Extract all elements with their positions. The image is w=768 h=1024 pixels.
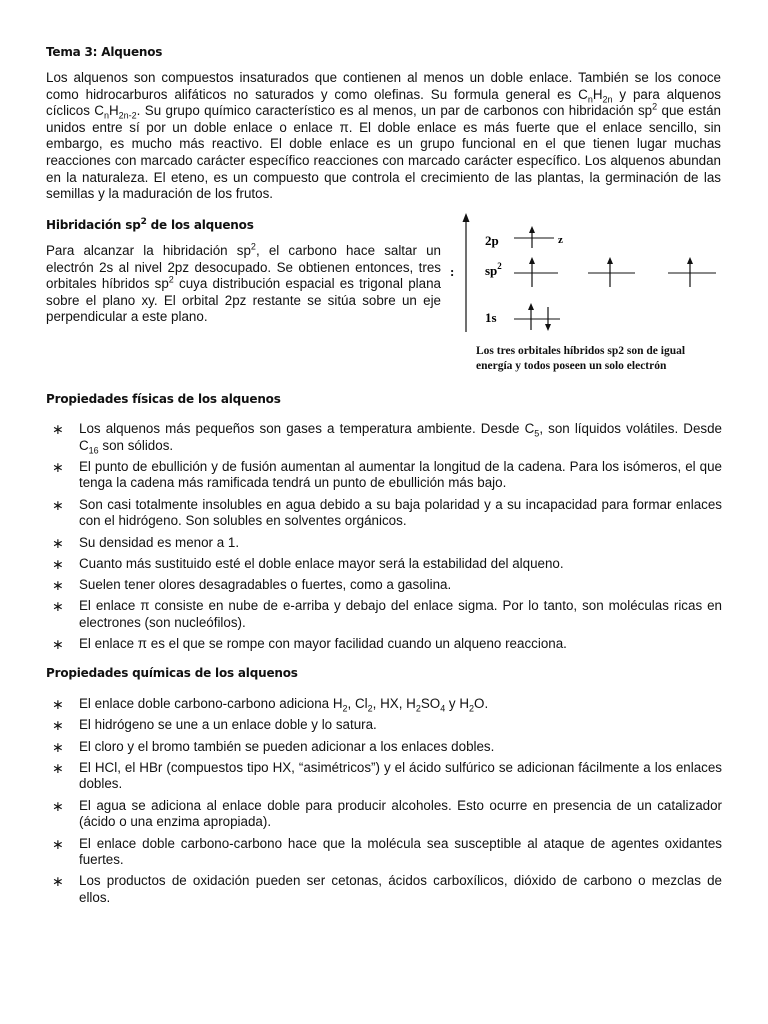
bullet-icon: ∗ <box>52 496 64 513</box>
label-sp2: $sp^2$ <box>485 261 502 278</box>
electron-sp2-1-arrowhead <box>529 257 535 264</box>
list-item: ∗ El hidrógeno se une a un enlace doble y lo satura. <box>52 717 377 734</box>
list-item: ∗ Son casi totalmente insolubles en agua debido a su baja polaridad y a su incapacidad para formar enlaces con el hidrógeno. Son solubles en solventes orgánicos. <box>52 496 722 529</box>
list-item: ∗ El enlace π es el que se rompe con mayor facilidad cuando un alqueno reacciona. <box>52 636 567 653</box>
orbital-diagram <box>450 210 730 375</box>
chemical-properties-list <box>52 696 722 911</box>
diagram-caption: Los tres orbitales híbridos sp2 son de igual energía y todos poseen un solo electrón <box>476 345 686 372</box>
electron-sp2-3-arrowhead <box>687 257 693 264</box>
physical-properties-heading: Propiedades físicas de los alquenos <box>46 392 281 406</box>
list-item: ∗ Su densidad es menor a 1. <box>52 534 240 551</box>
bullet-icon: ∗ <box>52 873 64 890</box>
hybridization-paragraph: Para alcanzar la hibridación $sp^2$, el carbono hace saltar un electrón 2s al nivel 2pz desocupado. Se obtienen entonces, tres orbitales híbridos $sp^2$ cuya distribución espacial es trigonal plana sobre el plano xy. El orbital 2pz restante se sitúa sobre un eje perpendicular a este plano. <box>46 241 442 325</box>
list-item: ∗ El HCl, el HBr (compuestos tipo HX, “asimétricos”) y el ácido sulfúrico se adicionan fácilmente a los enlaces dobles. <box>52 759 722 792</box>
bullet-icon: ∗ <box>52 598 64 615</box>
bullet-icon: ∗ <box>52 534 64 551</box>
list-item: ∗ El enlace doble carbono-carbono adiciona $H_2$, $Cl_2$, HX, $H_2SO_4$ y $H_2O$. <box>52 696 489 714</box>
electron-1s-up-arrowhead <box>528 303 534 310</box>
bullet-icon: ∗ <box>52 458 64 475</box>
electron-sp2-2-arrowhead <box>607 257 613 264</box>
list-item: ∗ Suelen tener olores desagradables o fuertes, como a gasolina. <box>52 577 452 594</box>
label-colon: : <box>450 264 455 279</box>
list-item: ∗ Los productos de oxidación pueden ser cetonas, ácidos carboxílicos, dióxido de carbono o mezclas de ellos. <box>52 873 722 906</box>
chemical-properties-heading: Propiedades químicas de los alquenos <box>46 666 298 680</box>
bullet-icon: ∗ <box>52 421 64 437</box>
bullet-icon: ∗ <box>52 759 64 776</box>
bullet-icon: ∗ <box>52 797 64 814</box>
orbital-diagram-svg <box>450 210 730 340</box>
list-item: ∗ Cuanto más sustituido esté el doble enlace mayor será la estabilidad del alqueno. <box>52 555 564 572</box>
bullet-icon: ∗ <box>52 835 64 852</box>
page-title: Tema 3: Alquenos <box>46 45 163 59</box>
bullet-icon: ∗ <box>52 636 64 653</box>
bullet-icon: ∗ <box>52 738 64 755</box>
physical-properties-list <box>52 421 722 658</box>
list-item: ∗ El agua se adiciona al enlace doble para producir alcoholes. Esto ocurre en presencia de un catalizador (ácido o una enzima apropiada). <box>52 797 722 830</box>
hybridization-heading: Hibridación $sp^2$ de los alquenos <box>46 217 254 232</box>
electron-2p-up-arrowhead <box>529 226 535 233</box>
electron-1s-down-arrowhead <box>545 324 551 331</box>
label-2p: 2p <box>485 233 499 248</box>
list-item: ∗ El enlace doble carbono-carbono hace que la molécula sea susceptible al ataque de agentes oxidantes fuertes. <box>52 835 722 868</box>
bullet-icon: ∗ <box>52 577 64 594</box>
list-item: ∗ El punto de ebullición y de fusión aumentan al aumentar la longitud de la cadena. Para los isómeros, el que tenga la cadena más ramificada tendrá un punto de ebullición más bajo. <box>52 458 722 491</box>
intro-paragraph: Los alquenos son compuestos insaturados que contienen al menos un doble enlace. También se los conoce como hidrocarburos alifáticos no saturados y como olefinas. Su formula general es $C_nH_{2n}$ y para alquenos cíclicos $C_nH_{2n-2}$. Su grupo químico característico es al menos, un par de carbonos con hibridación $sp^2$ que están unidos entre sí por un doble enlace o enlace π. El doble enlace es más fuerte que el enlace sencillo, sin embargo, es mucho más reactivo. El doble enlace es un grupo funcional en el que tienen lugar muchas reacciones con marcado carácter específico reacciones con marcado carácter específico. Los alquenos abundan en la naturaleza. El eteno, es un compuesto que controla el crecimiento de las plantas, la germinación de las semillas y la maduración de los frutos. <box>46 70 722 202</box>
list-item: ∗ Los alquenos más pequeños son gases a temperatura ambiente. Desde $C_5$, son líquidos volátiles. Desde $C_{16}$ son sólidos. <box>52 421 723 456</box>
bullet-icon: ∗ <box>52 696 64 712</box>
bullet-icon: ∗ <box>52 555 64 572</box>
bullet-icon: ∗ <box>52 717 64 734</box>
list-item: ∗ El enlace π consiste en nube de e-arriba y debajo del enlace sigma. Por lo tanto, son moléculas ricas en electrones (son nucleófilos). <box>52 598 722 631</box>
energy-axis-arrowhead <box>463 213 470 222</box>
list-item: ∗ El cloro y el bromo también se pueden adicionar a los enlaces dobles. <box>52 738 495 755</box>
label-1s: 1s <box>485 310 497 325</box>
label-z: z <box>558 234 563 246</box>
